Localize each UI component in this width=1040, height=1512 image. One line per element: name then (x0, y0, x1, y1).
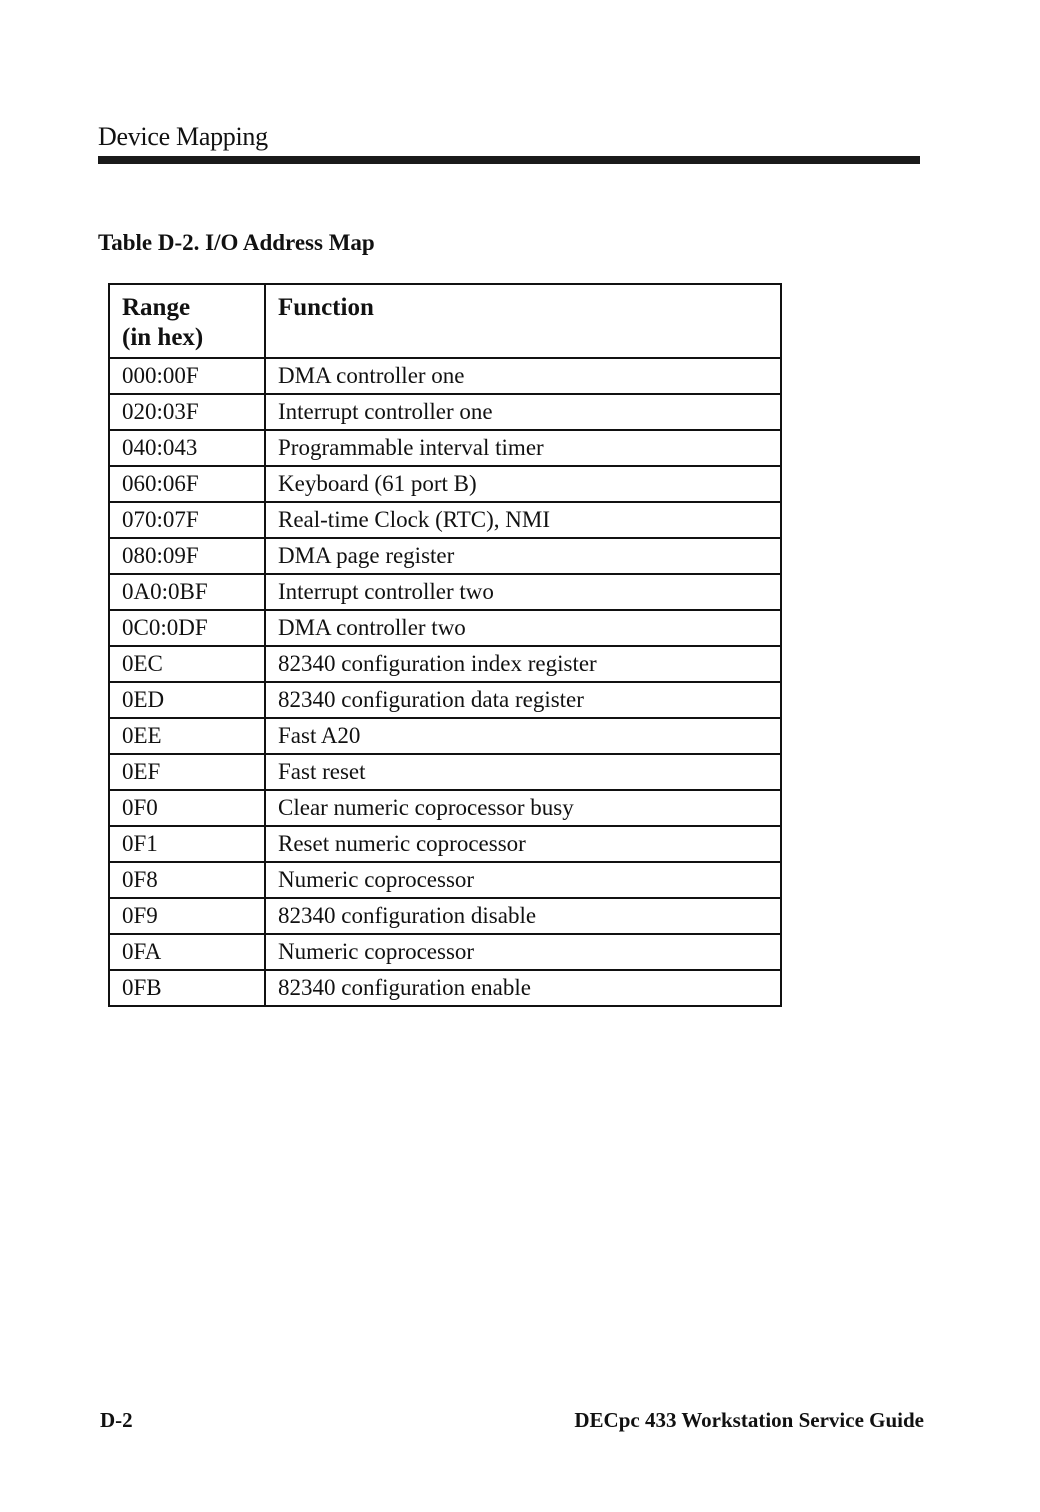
range-cell: 0F8 (109, 862, 265, 898)
table-row (109, 610, 781, 646)
range-cell: 0F1 (109, 826, 265, 862)
table-row (109, 934, 781, 970)
function-cell: 82340 configuration data register (265, 682, 781, 718)
range-cell: 0F0 (109, 790, 265, 826)
table-row (109, 502, 781, 538)
range-cell: 040:043 (109, 430, 265, 466)
range-cell: 0EC (109, 646, 265, 682)
function-cell: DMA controller one (265, 358, 781, 394)
range-cell: 0EE (109, 718, 265, 754)
function-cell: Interrupt controller one (265, 394, 781, 430)
table-row (109, 826, 781, 862)
function-cell: Fast A20 (265, 718, 781, 754)
range-cell: 0FA (109, 934, 265, 970)
function-cell: Numeric coprocessor (265, 862, 781, 898)
function-cell: 82340 configuration enable (265, 970, 781, 1006)
table-body (109, 358, 781, 1006)
function-column-header: Function (265, 284, 781, 358)
table-row (109, 862, 781, 898)
function-cell: DMA page register (265, 538, 781, 574)
range-cell: 0EF (109, 754, 265, 790)
range-cell: 0C0:0DF (109, 610, 265, 646)
range-header-line1: Range (122, 294, 191, 321)
table-row (109, 790, 781, 826)
range-cell: 0F9 (109, 898, 265, 934)
range-cell: 060:06F (109, 466, 265, 502)
function-cell: Keyboard (61 port B) (265, 466, 781, 502)
table-row (109, 970, 781, 1006)
table-header-row (109, 284, 781, 358)
book-title: DECpc 433 Workstation Service Guide (574, 1408, 924, 1432)
table-row (109, 646, 781, 682)
range-cell: 0FB (109, 970, 265, 1006)
table-row (109, 358, 781, 394)
function-cell: Clear numeric coprocessor busy (265, 790, 781, 826)
range-header-line2: (in hex) (122, 324, 204, 351)
table-row (109, 394, 781, 430)
table-row (109, 718, 781, 754)
range-cell: 0ED (109, 682, 265, 718)
function-cell: DMA controller two (265, 610, 781, 646)
table-row (109, 574, 781, 610)
page-number: D-2 (100, 1408, 133, 1432)
table-row (109, 430, 781, 466)
section-title: Device Mapping (98, 122, 268, 151)
table-caption: Table D-2. I/O Address Map (98, 230, 375, 255)
table-row (109, 466, 781, 502)
function-cell: 82340 configuration index register (265, 646, 781, 682)
table-row (109, 754, 781, 790)
range-cell: 0A0:0BF (109, 574, 265, 610)
table-row (109, 682, 781, 718)
function-cell: Interrupt controller two (265, 574, 781, 610)
function-cell: Fast reset (265, 754, 781, 790)
range-cell: 020:03F (109, 394, 265, 430)
io-address-table (108, 283, 782, 1007)
range-cell: 000:00F (109, 358, 265, 394)
range-cell: 080:09F (109, 538, 265, 574)
function-cell: Real-time Clock (RTC), NMI (265, 502, 781, 538)
table-row (109, 898, 781, 934)
table-row (109, 538, 781, 574)
range-column-header (109, 284, 265, 358)
header-rule (98, 156, 920, 164)
range-cell: 070:07F (109, 502, 265, 538)
function-cell: Reset numeric coprocessor (265, 826, 781, 862)
function-cell: Programmable interval timer (265, 430, 781, 466)
function-cell: Numeric coprocessor (265, 934, 781, 970)
function-cell: 82340 configuration disable (265, 898, 781, 934)
